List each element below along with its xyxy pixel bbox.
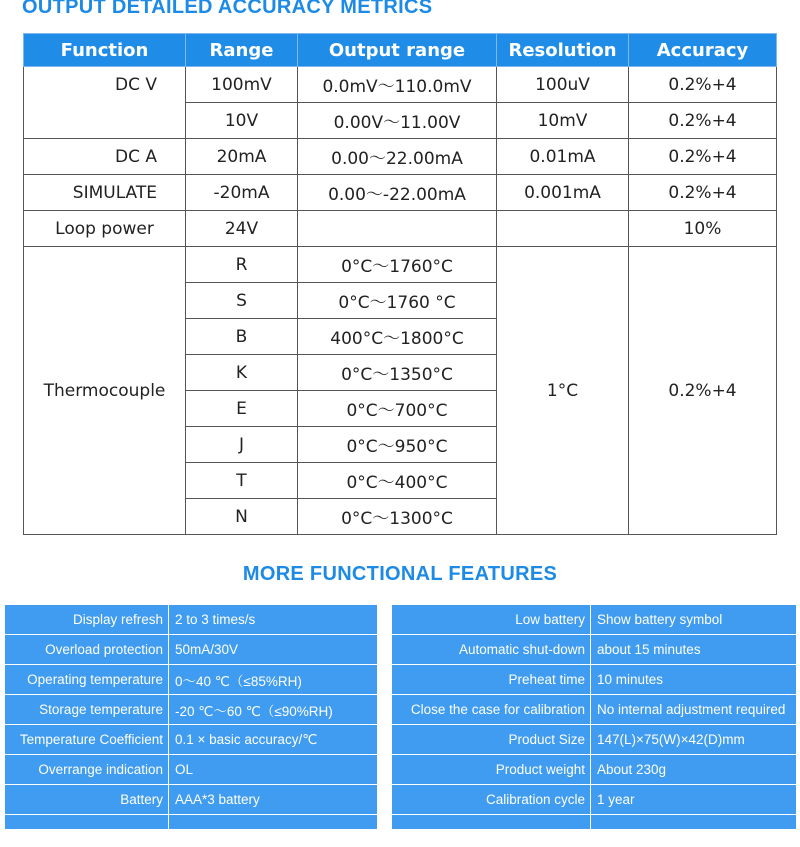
padding-cell xyxy=(5,815,169,829)
feature-key: Calibration cycle xyxy=(392,785,591,815)
resolution-cell: 0.01mA xyxy=(497,139,629,175)
output-cell: 0°C～700°C xyxy=(298,391,497,427)
resolution-cell: 1°C xyxy=(497,247,629,535)
feature-key: Temperature Coefficient xyxy=(5,725,169,755)
feature-row xyxy=(5,695,377,725)
feature-key: Battery xyxy=(5,785,169,815)
feature-key: Operating temperature xyxy=(5,665,169,695)
feature-value: OL xyxy=(169,755,377,785)
features-section-title: MORE FUNCTIONAL FEATURES xyxy=(242,563,558,585)
range-cell: B xyxy=(186,319,298,355)
function-cell: Loop power xyxy=(24,211,186,247)
table-row xyxy=(24,67,777,103)
accuracy-cell: 0.2%+4 xyxy=(629,67,777,103)
feature-row xyxy=(392,695,796,725)
resolution-cell: 100uV xyxy=(497,67,629,103)
header-output-range: Output range xyxy=(298,34,497,67)
header-function: Function xyxy=(24,34,186,67)
feature-row xyxy=(392,725,796,755)
feature-key: Product weight xyxy=(392,755,591,785)
output-cell: 0°C～1300°C xyxy=(298,499,497,535)
output-cell: 0°C～1760°C xyxy=(298,247,497,283)
header-accuracy: Accuracy xyxy=(629,34,777,67)
range-cell: T xyxy=(186,463,298,499)
feature-row xyxy=(5,785,377,815)
feature-row xyxy=(392,665,796,695)
feature-row xyxy=(392,755,796,785)
range-cell: N xyxy=(186,499,298,535)
feature-value: 0.1 × basic accuracy/℃ xyxy=(169,725,377,755)
feature-key: Close the case for calibration xyxy=(392,695,591,725)
accuracy-cell: 0.2%+4 xyxy=(629,139,777,175)
feature-key: Automatic shut-down xyxy=(392,635,591,665)
feature-value: Show battery symbol xyxy=(591,605,796,635)
table-row xyxy=(24,211,777,247)
range-cell: 24V xyxy=(186,211,298,247)
output-cell: 0°C～950°C xyxy=(298,427,497,463)
feature-row xyxy=(5,725,377,755)
feature-value: 50mA/30V xyxy=(169,635,377,665)
table-row xyxy=(24,139,777,175)
feature-key: Low battery xyxy=(392,605,591,635)
table-row xyxy=(24,175,777,211)
feature-value: About 230g xyxy=(591,755,796,785)
feature-row xyxy=(5,665,377,695)
accuracy-cell: 0.2%+4 xyxy=(629,247,777,535)
feature-value: 1 year xyxy=(591,785,796,815)
range-cell: 20mA xyxy=(186,139,298,175)
feature-value: 0～40 ℃（≤85%RH) xyxy=(169,665,377,695)
accuracy-section-title: OUTPUT DETAILED ACCURACY METRICS xyxy=(22,0,433,18)
output-cell: 400°C～1800°C xyxy=(298,319,497,355)
feature-table-padding xyxy=(5,815,377,829)
feature-key: Preheat time xyxy=(392,665,591,695)
feature-value: 147(L)×75(W)×42(D)mm xyxy=(591,725,796,755)
feature-value: AAA*3 battery xyxy=(169,785,377,815)
feature-value: 10 minutes xyxy=(591,665,796,695)
output-cell: 0.00V～11.00V xyxy=(298,103,497,139)
feature-row xyxy=(392,605,796,635)
feature-row xyxy=(5,635,377,665)
features-table-left xyxy=(5,605,377,829)
feature-key: Product Size xyxy=(392,725,591,755)
output-cell: 0°C～1760 °C xyxy=(298,283,497,319)
range-cell: 10V xyxy=(186,103,298,139)
header-resolution: Resolution xyxy=(497,34,629,67)
padding-cell xyxy=(392,815,591,829)
feature-row xyxy=(392,635,796,665)
output-cell: 0.00～22.00mA xyxy=(298,139,497,175)
range-cell: J xyxy=(186,427,298,463)
output-cell xyxy=(298,211,497,247)
feature-row xyxy=(392,785,796,815)
output-cell: 0.0mV～110.0mV xyxy=(298,67,497,103)
feature-key: Overrange indication xyxy=(5,755,169,785)
resolution-cell xyxy=(497,211,629,247)
range-cell: R xyxy=(186,247,298,283)
output-cell: 0.00～-22.00mA xyxy=(298,175,497,211)
accuracy-cell: 0.2%+4 xyxy=(629,103,777,139)
padding-cell xyxy=(169,815,377,829)
resolution-cell: 0.001mA xyxy=(497,175,629,211)
feature-row xyxy=(5,605,377,635)
output-cell: 0°C～1350°C xyxy=(298,355,497,391)
feature-value: -20 ℃～60 ℃（≤90%RH) xyxy=(169,695,377,725)
feature-key: Overload protection xyxy=(5,635,169,665)
function-cell: DC V xyxy=(24,67,186,139)
output-cell: 0°C～400°C xyxy=(298,463,497,499)
function-cell: DC A xyxy=(24,139,186,175)
feature-row xyxy=(5,755,377,785)
feature-key: Display refresh xyxy=(5,605,169,635)
feature-table-padding xyxy=(392,815,796,829)
function-cell: Thermocouple xyxy=(24,247,186,535)
feature-value: No internal adjustment required xyxy=(591,695,796,725)
accuracy-cell: 10% xyxy=(629,211,777,247)
range-cell: 100mV xyxy=(186,67,298,103)
header-range: Range xyxy=(186,34,298,67)
range-cell: K xyxy=(186,355,298,391)
table-row xyxy=(24,247,777,283)
feature-value: about 15 minutes xyxy=(591,635,796,665)
resolution-cell: 10mV xyxy=(497,103,629,139)
range-cell: E xyxy=(186,391,298,427)
padding-cell xyxy=(591,815,796,829)
range-cell: S xyxy=(186,283,298,319)
function-cell: SIMULATE xyxy=(24,175,186,211)
feature-value: 2 to 3 times/s xyxy=(169,605,377,635)
accuracy-table xyxy=(23,33,777,535)
accuracy-cell: 0.2%+4 xyxy=(629,175,777,211)
feature-key: Storage temperature xyxy=(5,695,169,725)
features-table-right xyxy=(392,605,796,829)
range-cell: -20mA xyxy=(186,175,298,211)
table-header-row xyxy=(24,34,777,67)
